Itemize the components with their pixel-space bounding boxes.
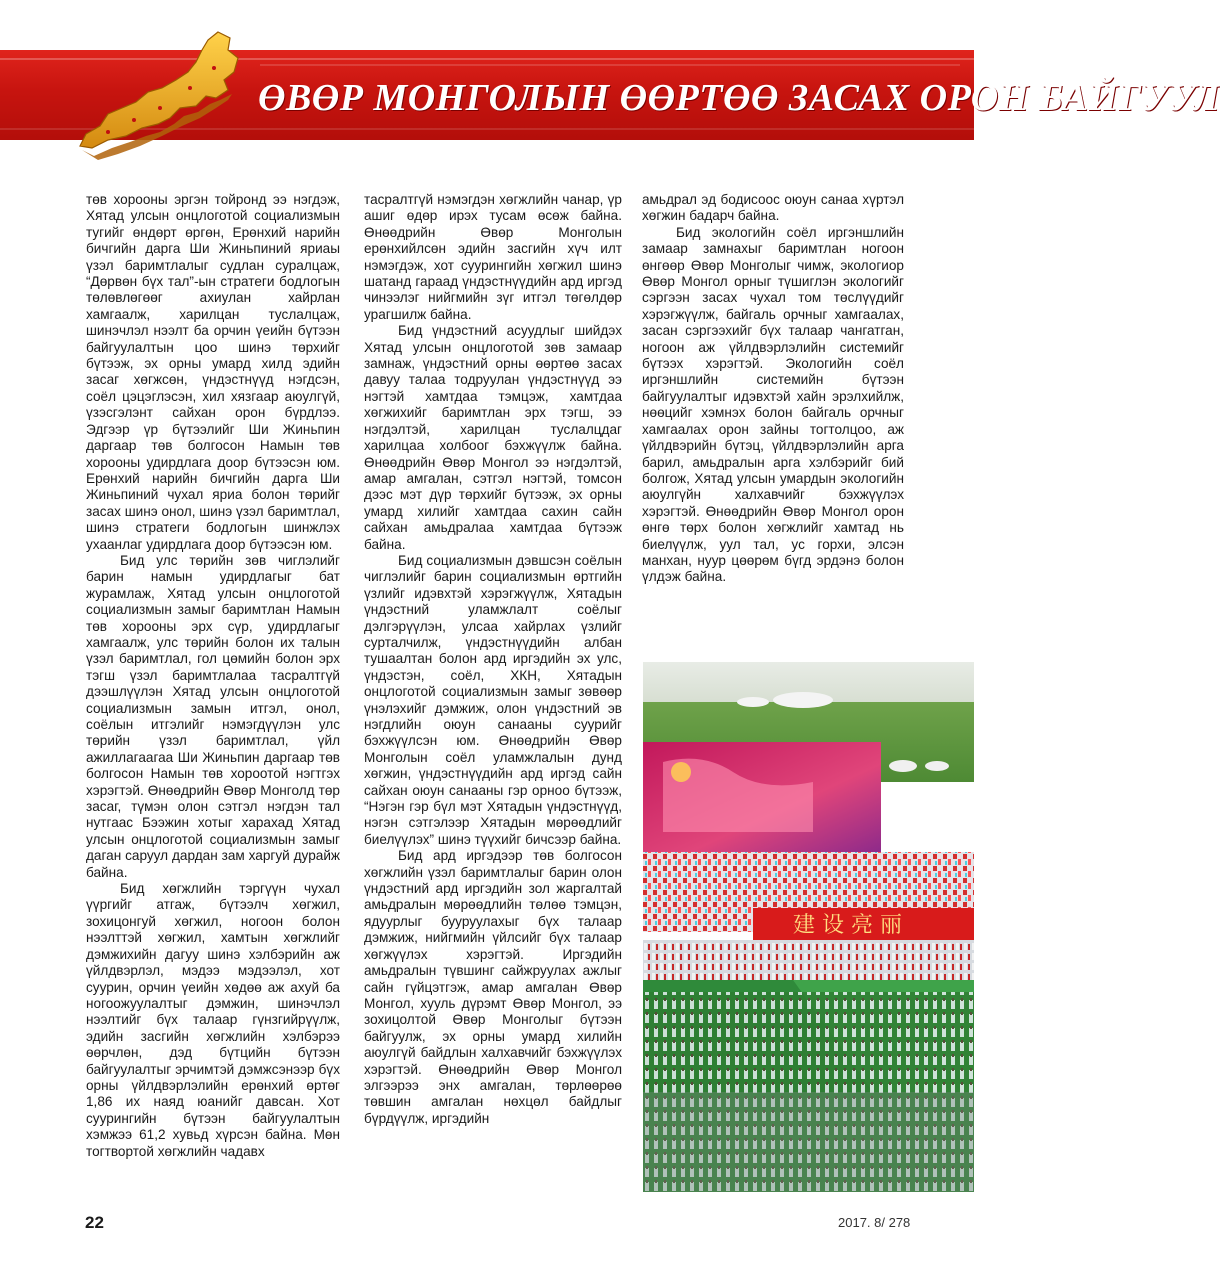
paragraph: амьдрал эд бодисоос оюун санаа хүртэл хөгжин бадарч байна. <box>642 192 904 224</box>
paragraph: Бид улс төрийн зөв чиглэлийг барин намын удирдлагыг бат журамлаж, Хятад улсын онцлоготой социализмын замыг баримтлан Намын төв хорооны эрх сүр, удирдлагыг хамгаалж, улс төрийн болон их талын үзэл баримтлал, гол цөмийн болон эрх тэгш үзэл баримтлалаа тасралтгүй дээшлүүлэн Хятад улсын онцлоготой социализмын замын итгэл, онол, соёлын итгэлийг нэмэгдүүлэн улс төрийн үзэл баримтлал, үйл ажиллагаагаа Ши Жиньпин даргаар төв болгосон Намын төв хороотой нэгтгэх хэрэгтэй. Өнөөдрийн Өвөр Монголд төр засаг, түмэн олон сэтгэл нэгдэн тал нутгаас Бээжин хотыг харахад Хятад улсын онцлоготой социализмын замыг даган саруул дардан зам харгуй дурайж байна. <box>86 552 340 880</box>
paragraph: төв хорооны эргэн тойронд ээ нэгдэж, Хятад улсын онцлоготой социализмын тугийг өндөрт өргөн, Ерөнхий нарийн бичгийн дарга Ши Жиньпиний яриаы үзэл баримтлалыг судлан суралцаж, “Дөрвөн бүх тал”-ын стратеги бодлогын төлөвлөгөөг ахиулан хайрлан хамгаалж, харилцан туслалцаж, шинэчлэл нээлт ба орчин үеийн бүтээн байгуулалтын цоо шинэ төрхийг бүтээж, эх орны умард хилд эдийн засаг хөгжсөн, үндэстнүүд нэгдсэн, соёл цэцэглэсэн, хил хязгаар аюулгүй, үзэсгэлэнт сайхан орон бүрдлээ. Эдгээр үр бүтээлийг Ши Жиньпин даргаар төв болгосон Намын төв хорооны удирдлага доор бүтээсэн юм. Ерөнхий нарийн бичгийн дарга Ши Жиньпиний чухал яриа болон төрийг засах шинэ онол, шинэ үзэл баримтлал, шинэ стратеги бодлогын шинжлэх ухаанлаг удирдлага доор бүтээсэн юм. <box>86 192 341 552</box>
paragraph: Бид социализмын дэвшсэн соёлын чиглэлийг барин социализмын өртгийн үзлийг идэвхтэй хэрэгжүүлж, Хятадын үндэстний уламжлалт соёлыг дэлгэрүүлэн, улсаа хайрлах үзлийг сурталчилж, үндэстнүүдийн албан тушаалтан болон ард иргэдийн эх улс, үндэстэн, соёл, ХКН, Хятадын онцлоготой социализмын замыг зөвөөр үнэлэхийг дэмжиж, олон үндэстний эв нэгдлийн оюун санааны суурийг бэхжүүлсэн юм. Өнөөдрийн Өвөр Монголын соёл уламжлалын дунд хөгжин, үндэстнүүдийн ард иргэд сайн сайхан оюун санааны гэр орноо бүтээж, “Нэгэн гэр бүл мэт Хятадын үндэстнүүд, нэгэн сэтгэлээр Хятадын мөрөөдлийг биелүүлэх” шинэ түүхийг бичсээр байна. <box>364 552 622 847</box>
paragraph: тасралтгүй нэмэгдэн хөгжлийн чанар, үр ашиг өдөр ирэх тусам өсөж байна. Өнөөдрийн Өвөр Монголын ерөнхийлсөн эдийн засгийн хүч илт нэмэгдэж, хот суурингийн хөгжил шинэ шатанд гараад үндэстнүүдийн ард иргэд чинээлэг нийгмийн зүг итгэл төгөлдөр урагшилж байна. <box>364 192 622 322</box>
article-column-1 <box>86 192 340 1160</box>
header-title: ӨВӨР МОНГОЛЫН ӨӨРТӨӨ ЗАСАХ ОРОН БАЙГУУЛ <box>258 77 1220 119</box>
article-column-3 <box>642 192 904 586</box>
paragraph: Бид үндэстний асуудлыг шийдэх Хятад улсын онцлоготой зөв замаар замнаж, үндэстний орны өөртөө засах давуу талаа тодруулан үндэстнүүд ээ нэгтэй хамтдаа тэмцэж, хамтдаа хөгжихийг баримтлан эрх тэгш, ээ нэгдэлтэй, харилцан туслалцдаг харилцаа холбоог бэхжүүлж байна. Өнөөдрийн Өвөр Монгол ээ нэгдэлтэй, амар амгалан, сэтгэл нэгтэй, томсон дээс мэт дүр төрхийг бүтээж, эх орны умард хилийг хамтдаа сахин сайн сайхан амьдралаа хамтдаа бүтээж байна. <box>364 323 622 552</box>
paragraph: Бид ард иргэдээр төв болгосон хөгжлийн үзэл баримтлалыг барин олон үндэстний ард иргэдийн зол жаргалтай амьдралын мөрөөдлийн төлөө тэмцэн, ядуурлыг бууруулахыг бүх талаар дэмжиж, нийгмийн үйлсийг бүх талаар хөгжүүлэх хэрэгтэй. Иргэдийн амьдралын түвшинг сайжруулах ажлыг сайн гүйцэтгэж, амар амгалан Өвөр Монгол, хууль дүрэмт Өвөр Монгол, ээ зохицолтой Өвөр Монголыг бүтээн байгуулж, эх орны умард хилийн аюулгүй байдлын халхавчийг бэхжүүлэх хэрэгтэй. Өнөөдрийн Өвөр Монгол элгээрээ энх амгалан, төрлөөрөө төвшин амгалан нөхцөл байдлыг бүрдүүлж, иргэдийн <box>364 848 622 1126</box>
issue-number: 2017. 8/ 278 <box>838 1215 911 1230</box>
paragraph: Бид хөгжлийн тэргүүн чухал үүргийг атгаж, бүтээлч хөгжил, зохицонгуй хөгжил, ногоон болон нээлттэй хөгжил, хамтын хөгжлийг дэмжихийн дагуу шинэ хэлбэрийн аж үйлдвэрлэл, мэдээ мэдээлэл, хот суурин, орчин үеийн хөдөө аж ахуй ба ногоожуулалтыг дэмжин, шинэчлэл нээлтийг бүх талаар гүнзгийрүүлж, эдийн засгийн хөгжлийн хэлбэрээ өөрчлөн, дэд бүтцийн бүтээн байгуулалтыг эрчимтэй дэмжсэнээр бүх орны үйлдвэрлэлийн ерөнхий өртөг 1,86 их наяд юанийг давсан. Хот суурингийн бүтээн байгуулалтын хэмжээ 61,2 хувьд хүрсэн байна. Мөн тогтвортой хөгжлийн чадавх <box>86 881 340 1159</box>
article-column-2 <box>364 192 622 1127</box>
celebration-photo <box>643 662 974 1192</box>
paragraph: Бид экологийн соёл иргэншлийн замаар замнахыг баримтлан ногоон өнгөөр Өвөр Монголыг чимж, экологиор Өвөр Монгол орныг түшиглэн экологийг сэргээн засах чухал том төслүүдийг хэрэгжүүлж, байгаль орчныг хамгаалах, засан сэргээхийг бүх талаар чангатган, ногоон аж үйлдвэрлэлийн системийг бүтээх хэрэгтэй. Экологийн соёл иргэншлийн системийн бүтээн байгуулалтыг идэвхтэй хайн эрэлхийлж, нөөцийг хэмнэх болон байгаль орчныг хамгаалах орон зайны тогтолцоо, аж үйлдвэрийн бүтэц, үйлдвэрлэлийн арга барил, амьдралын арга хэлбэрийг бий болгож, Хятад улсын умардын экологийн аюулгүйн халхавчийг бэхжүүлэх хэрэгтэй. Өнөөдрийн Өвөр Монгол орон өнгө төрх болон хөгжлийг хамтад нь биелүүлж, уул тал, ус горхи, элсэн манхан, нуур цөөрөм бүгд эрдэнэ болон үлдэж байна. <box>642 224 904 585</box>
inner-mongolia-map-icon <box>78 28 278 168</box>
photo-banner-text: 建 设 亮 丽 <box>793 913 902 938</box>
page-number: 22 <box>85 1213 104 1232</box>
